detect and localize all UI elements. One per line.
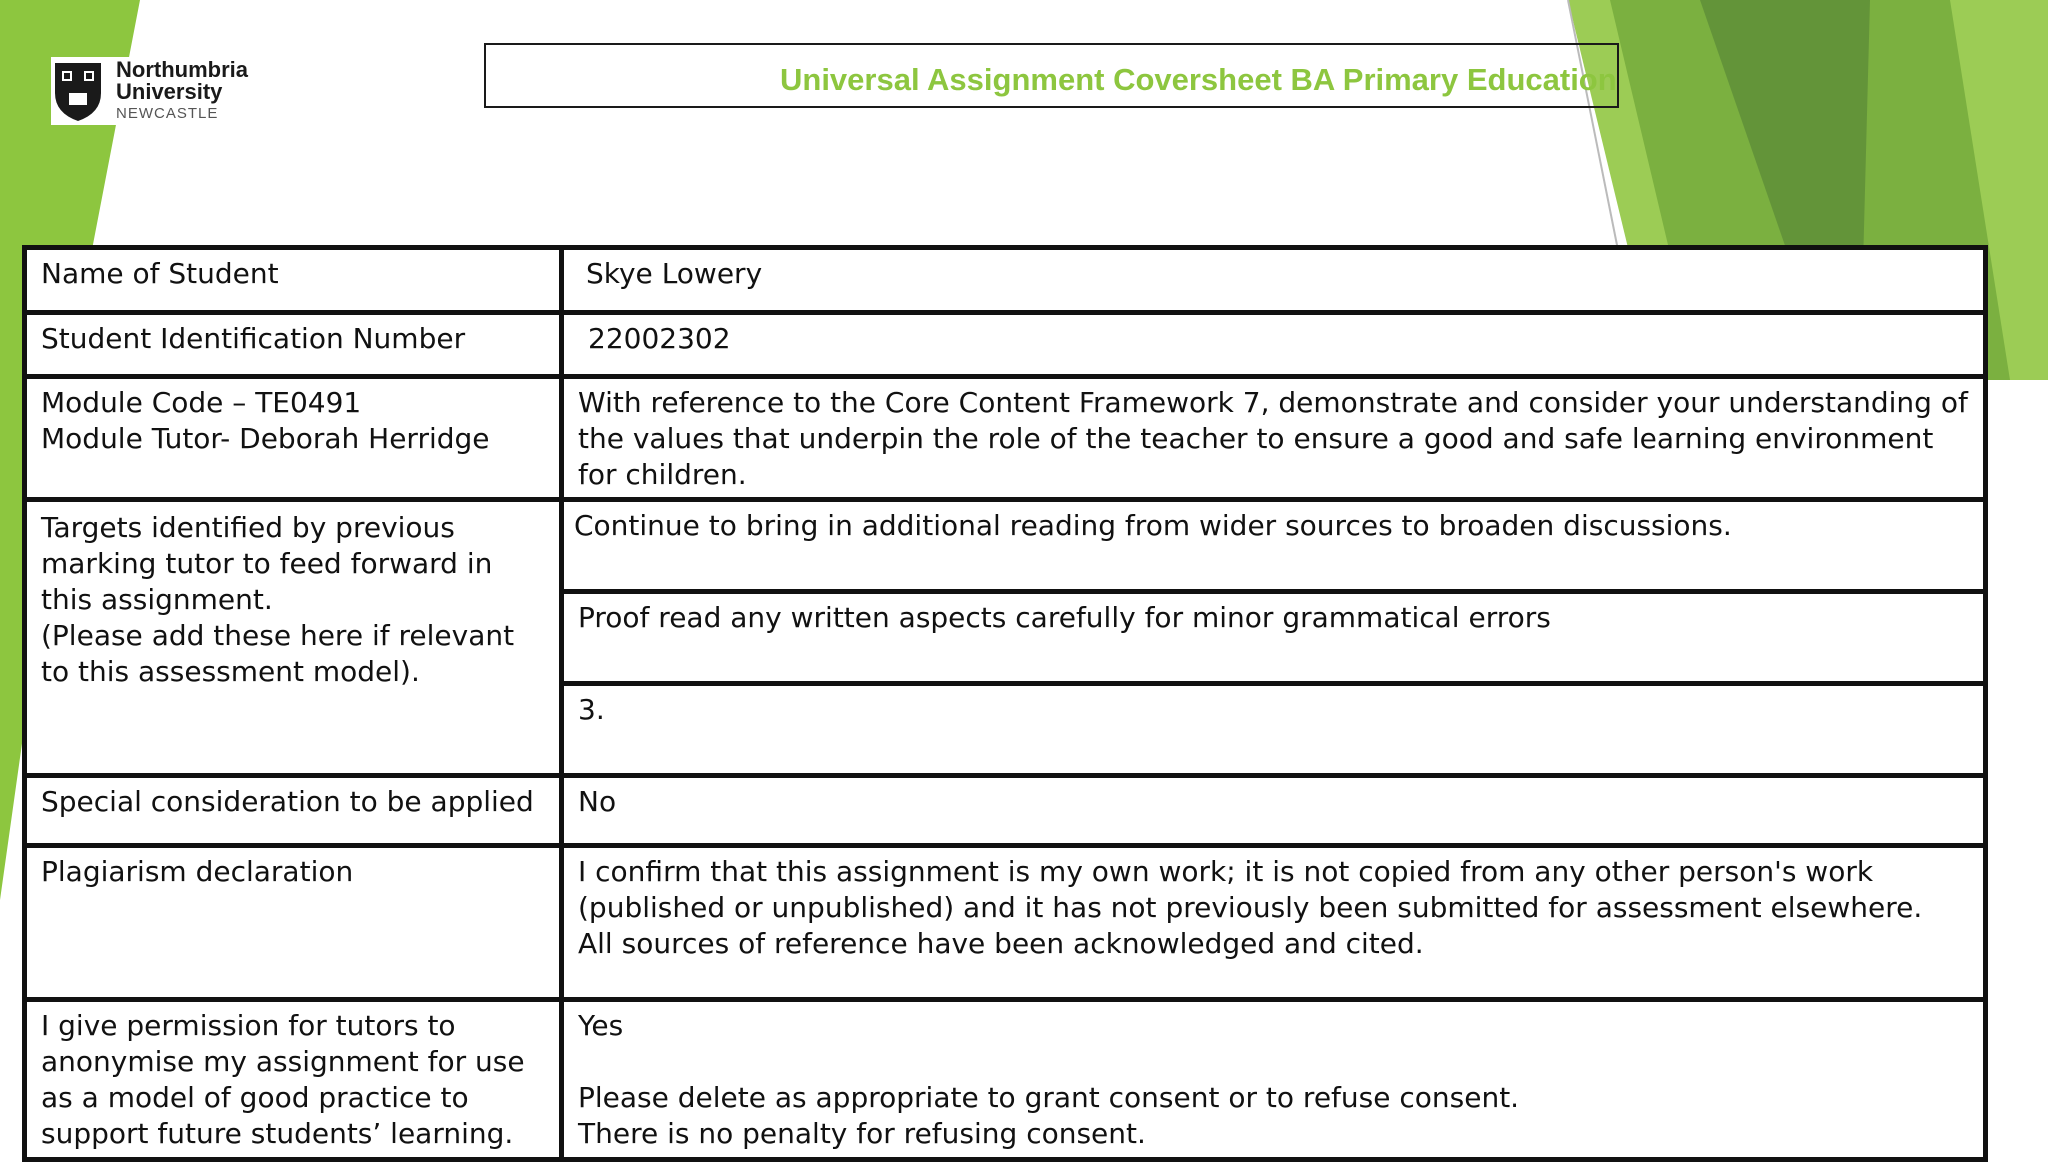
value-student-id[interactable]: 22002302 bbox=[562, 313, 1986, 377]
row-plagiarism bbox=[25, 846, 1986, 1000]
plagiarism-statement: I confirm that this assignment is my own work; it is not copied from any other person's work (published or unpublished) and it has not previously been submitted for assessment elsewhere. bbox=[578, 855, 1923, 924]
value-permission bbox=[562, 1000, 1986, 1160]
row-module bbox=[25, 377, 1986, 500]
row-target-1 bbox=[25, 500, 1986, 592]
value-module-description[interactable]: With reference to the Core Content Framework 7, demonstrate and consider your understanding of the values that underpin the role of the teacher to ensure a good and safe learning environment for children. bbox=[562, 377, 1986, 500]
row-special bbox=[25, 776, 1986, 846]
plagiarism-sources: All sources of reference have been acknowledged and cited. bbox=[578, 927, 1424, 960]
permission-penalty-note: There is no penalty for refusing consent. bbox=[578, 1117, 1146, 1150]
target-item-2[interactable]: Proof read any written aspects carefully for minor grammatical errors bbox=[562, 592, 1986, 684]
target-item-3[interactable]: 3. bbox=[562, 684, 1986, 776]
label-special-consideration: Special consideration to be applied bbox=[25, 776, 562, 846]
value-student-name[interactable]: Skye Lowery bbox=[562, 248, 1986, 313]
module-tutor: Module Tutor- Deborah Herridge bbox=[41, 422, 490, 455]
module-code: Module Code – TE0491 bbox=[41, 386, 362, 419]
row-permission bbox=[25, 1000, 1986, 1160]
logo-line-1: Northumbria bbox=[116, 57, 248, 82]
logo-line-2: University bbox=[116, 79, 223, 104]
targets-note: (Please add these here if relevant to this assessment model). bbox=[41, 619, 515, 688]
page-title: Universal Assignment Coversheet BA Primary Education bbox=[780, 62, 1617, 97]
value-special-consideration[interactable]: No bbox=[562, 776, 1986, 846]
row-name bbox=[25, 248, 1986, 313]
logo-line-3: NEWCASTLE bbox=[116, 105, 219, 122]
row-id bbox=[25, 313, 1986, 377]
label-plagiarism: Plagiarism declaration bbox=[25, 846, 562, 1000]
label-name: Name of Student bbox=[25, 248, 562, 313]
label-student-id: Student Identification Number bbox=[25, 313, 562, 377]
value-plagiarism bbox=[562, 846, 1986, 1000]
label-targets bbox=[25, 500, 562, 776]
permission-instruction: Please delete as appropriate to grant consent or to refuse consent. bbox=[578, 1081, 1520, 1114]
crest-icon bbox=[53, 59, 103, 123]
targets-description: Targets identified by previous marking tutor to feed forward in this assignment. bbox=[41, 511, 493, 616]
coversheet-table bbox=[22, 245, 1988, 1162]
label-permission: I give permission for tutors to anonymise my assignment for use as a model of good practice to support future students’ learning. bbox=[25, 1000, 562, 1160]
label-module bbox=[25, 377, 562, 500]
university-logo bbox=[51, 57, 257, 125]
permission-answer[interactable]: Yes bbox=[578, 1009, 624, 1042]
target-item-1[interactable]: Continue to bring in additional reading from wider sources to broaden discussions. bbox=[562, 500, 1986, 592]
